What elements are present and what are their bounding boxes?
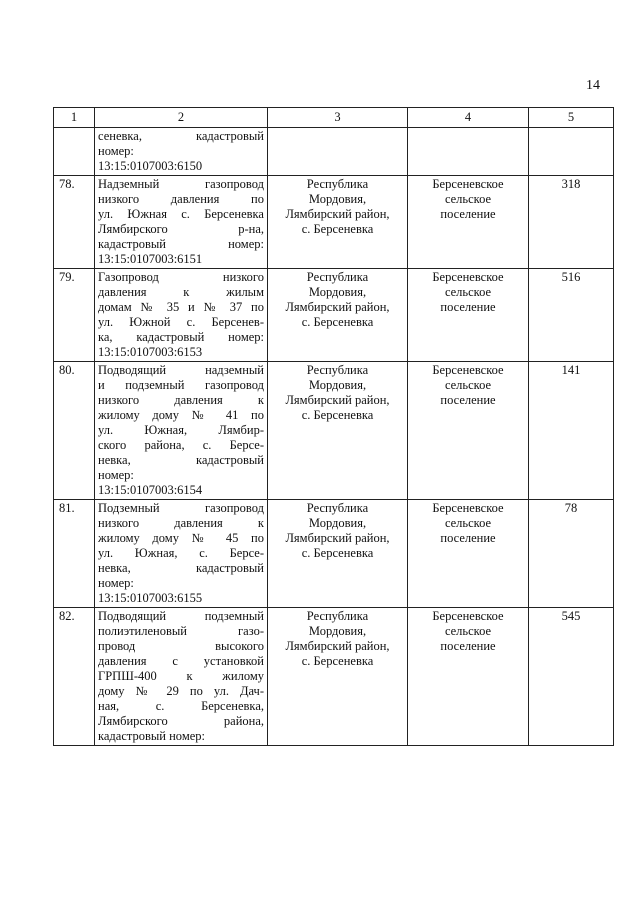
owner-cell <box>408 269 529 362</box>
owner-cell <box>408 608 529 746</box>
owner-line: сельское <box>444 516 492 530</box>
text-line: давления с установкой <box>98 654 264 668</box>
object-name-cell <box>95 362 268 500</box>
owner-line: Берсеневское <box>432 177 504 191</box>
owner-cell <box>408 176 529 269</box>
object-name-cell <box>95 176 268 269</box>
object-name-cell <box>95 608 268 746</box>
column-number: 2 <box>95 108 268 128</box>
column-number: 1 <box>54 108 95 128</box>
owner-cell <box>408 128 529 176</box>
column-number: 3 <box>268 108 408 128</box>
text-line: кадастровый номер: <box>98 237 264 251</box>
location-line: с. Берсеневка <box>301 315 374 329</box>
text-line: 13:15:0107003:6150 <box>98 159 203 173</box>
location-line: Республика <box>306 501 369 515</box>
text-line: низкого давления по <box>98 192 264 206</box>
text-line: 13:15:0107003:6153 <box>98 345 203 359</box>
text-line: домам № 35 и № 37 по <box>98 300 264 314</box>
location-line: Лямбирский район, <box>285 393 390 407</box>
text-line: Надземный газопровод <box>98 177 264 191</box>
text-line: 13:15:0107003:6151 <box>98 252 203 266</box>
owner-line: сельское <box>444 378 492 392</box>
text-line: низкого давления к <box>98 393 264 407</box>
row-number-cell: 78. <box>54 176 95 269</box>
row-number-cell: 80. <box>54 362 95 500</box>
text-line: Газопровод низкого <box>98 270 264 284</box>
text-line: ул. Южная, Лямбир- <box>98 423 264 437</box>
owner-line: Берсеневское <box>432 270 504 284</box>
owner-cell <box>408 362 529 500</box>
row-number-cell <box>54 128 95 176</box>
length-cell: 545 <box>529 608 614 746</box>
text-line: Подземный газопровод <box>98 501 264 515</box>
column-number: 4 <box>408 108 529 128</box>
text-line: ка, кадастровый номер: <box>98 330 264 344</box>
text-line: ГРПШ-400 к жилому <box>98 669 264 683</box>
owner-line: Берсеневское <box>432 609 504 623</box>
length-cell: 318 <box>529 176 614 269</box>
location-line: с. Берсеневка <box>301 546 374 560</box>
text-line: провод высокого <box>98 639 264 653</box>
text-line: номер: <box>98 576 134 590</box>
location-line: с. Берсеневка <box>301 654 374 668</box>
table-row <box>54 608 614 746</box>
location-cell <box>268 500 408 608</box>
length-cell: 78 <box>529 500 614 608</box>
table-row <box>54 176 614 269</box>
location-line: Лямбирский район, <box>285 300 390 314</box>
text-line: полиэтиленовый газо- <box>98 624 264 638</box>
location-line: Мордовия, <box>308 624 367 638</box>
location-line: с. Берсеневка <box>301 408 374 422</box>
location-line: Мордовия, <box>308 192 367 206</box>
location-line: с. Берсеневка <box>301 222 374 236</box>
location-line: Мордовия, <box>308 516 367 530</box>
text-line: давления к жилым <box>98 285 264 299</box>
registry-table <box>53 107 614 746</box>
location-line: Мордовия, <box>308 285 367 299</box>
owner-line: поселение <box>440 531 496 545</box>
continued-row <box>54 128 614 176</box>
text-line: сеневка, кадастровый <box>98 129 264 143</box>
text-line: ул. Южная, с. Берсе- <box>98 546 264 560</box>
owner-line: сельское <box>444 192 492 206</box>
text-line: номер: <box>98 144 134 158</box>
text-line: жилому дому № 45 по <box>98 531 264 545</box>
owner-line: Берсеневское <box>432 501 504 515</box>
location-line: Лямбирский район, <box>285 207 390 221</box>
row-number-cell: 81. <box>54 500 95 608</box>
text-line: Подводящий надземный <box>98 363 264 377</box>
owner-line: поселение <box>440 393 496 407</box>
location-line: Республика <box>306 270 369 284</box>
location-cell <box>268 176 408 269</box>
owner-cell <box>408 500 529 608</box>
column-number: 5 <box>529 108 614 128</box>
text-line: низкого давления к <box>98 516 264 530</box>
text-line: Подводящий подземный <box>98 609 264 623</box>
owner-line: сельское <box>444 624 492 638</box>
location-cell <box>268 269 408 362</box>
location-cell <box>268 608 408 746</box>
owner-line: Берсеневское <box>432 363 504 377</box>
length-cell: 141 <box>529 362 614 500</box>
object-name-cell <box>95 500 268 608</box>
object-name-cell <box>95 269 268 362</box>
text-line: кадастровый номер: <box>98 729 206 743</box>
text-line: невка, кадастровый <box>98 561 264 575</box>
text-line: невка, кадастровый <box>98 453 264 467</box>
object-name-cell <box>95 128 268 176</box>
table-row <box>54 362 614 500</box>
text-line: ул. Южная с. Берсеневка <box>98 207 264 221</box>
location-line: Мордовия, <box>308 378 367 392</box>
location-line: Республика <box>306 609 369 623</box>
text-line: ул. Южной с. Берсенев- <box>98 315 264 329</box>
text-line: 13:15:0107003:6155 <box>98 591 203 605</box>
location-line: Лямбирский район, <box>285 531 390 545</box>
location-line: Республика <box>306 363 369 377</box>
row-number-cell: 82. <box>54 608 95 746</box>
owner-line: поселение <box>440 639 496 653</box>
text-line: дому № 29 по ул. Дач- <box>98 684 264 698</box>
location-line: Лямбирский район, <box>285 639 390 653</box>
location-cell <box>268 128 408 176</box>
length-cell: 516 <box>529 269 614 362</box>
text-line: номер: <box>98 468 134 482</box>
text-line: 13:15:0107003:6154 <box>98 483 203 497</box>
row-number-cell: 79. <box>54 269 95 362</box>
text-line: и подземный газопровод <box>98 378 264 392</box>
text-line: ная, с. Берсеневка, <box>98 699 264 713</box>
location-line: Республика <box>306 177 369 191</box>
page-number: 14 <box>586 78 600 93</box>
column-number-row <box>54 108 614 128</box>
owner-line: поселение <box>440 207 496 221</box>
text-line: ского района, с. Берсе- <box>98 438 264 452</box>
text-line: Лямбирского района, <box>98 714 264 728</box>
table-row <box>54 269 614 362</box>
text-line: жилому дому № 41 по <box>98 408 264 422</box>
location-cell <box>268 362 408 500</box>
owner-line: сельское <box>444 285 492 299</box>
text-line: Лямбирского р-на, <box>98 222 264 236</box>
owner-line: поселение <box>440 300 496 314</box>
length-cell <box>529 128 614 176</box>
table-row <box>54 500 614 608</box>
